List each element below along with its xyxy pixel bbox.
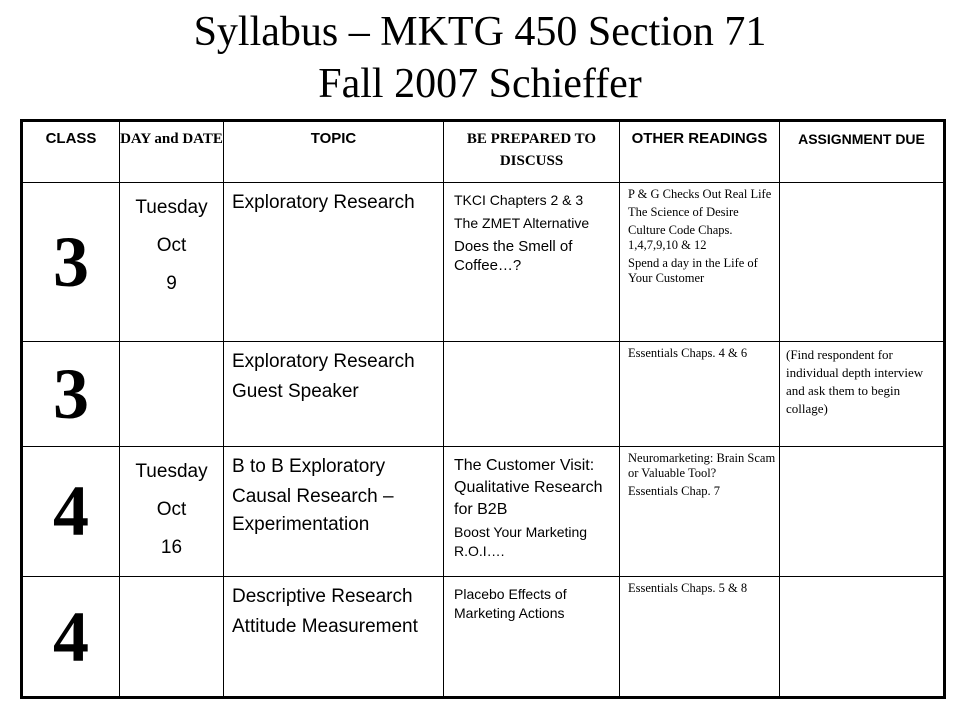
other-readings-cell bbox=[620, 342, 780, 447]
reading-item: Essentials Chaps. 4 & 6 bbox=[628, 346, 748, 361]
prepare-cell bbox=[444, 577, 620, 698]
assignment-cell: (Find respondent for individual depth interview and ask them to begin collage) bbox=[780, 342, 945, 447]
topic-item: Attitude Measurement bbox=[232, 616, 418, 638]
class-number: 4 bbox=[22, 446, 120, 577]
topic-cell bbox=[224, 446, 444, 577]
topic-cell bbox=[224, 577, 444, 698]
assignment-cell bbox=[780, 577, 945, 698]
table-row bbox=[22, 342, 945, 447]
topic-cell bbox=[224, 342, 444, 447]
page-title bbox=[0, 6, 960, 110]
day-date-cell bbox=[120, 577, 224, 698]
reading-item: Spend a day in the Life of Your Customer bbox=[628, 256, 758, 286]
header-other-readings: OTHER READINGS bbox=[620, 121, 780, 183]
prepare-item: The ZMET Alternative bbox=[454, 215, 590, 232]
assignment-cell bbox=[780, 446, 945, 577]
header-row bbox=[22, 121, 945, 183]
reading-item: Essentials Chap. 7 bbox=[628, 483, 721, 498]
title-line-2: Fall 2007 Schieffer bbox=[318, 61, 642, 107]
topic-item: Guest Speaker bbox=[232, 381, 359, 403]
table-row bbox=[22, 577, 945, 698]
header-prepared: BE PREPARED TO DISCUSS bbox=[444, 121, 620, 183]
syllabus-table bbox=[20, 119, 946, 699]
prepare-item: The Customer Visit: Qualitative Research for B2B bbox=[454, 456, 603, 518]
header-day-date: DAY and DATE bbox=[120, 121, 224, 183]
prepare-cell bbox=[444, 183, 620, 342]
reading-item: The Science of Desire bbox=[628, 205, 739, 220]
prepare-cell bbox=[444, 446, 620, 577]
topic-cell bbox=[224, 183, 444, 342]
reading-item: Culture Code Chaps. 1,4,7,9,10 & 12 bbox=[628, 223, 733, 253]
prepare-item: Placebo Effects of Marketing Actions bbox=[454, 586, 567, 622]
header-assignment: ASSIGNMENT DUE bbox=[780, 121, 945, 183]
date-label: 16 bbox=[160, 536, 183, 558]
reading-item: Essentials Chaps. 5 & 8 bbox=[628, 581, 748, 596]
topic-item: Exploratory Research bbox=[232, 351, 415, 373]
table-row bbox=[22, 446, 945, 577]
class-number: 3 bbox=[22, 183, 120, 342]
month-label: Oct bbox=[156, 498, 187, 520]
day-date-cell bbox=[120, 342, 224, 447]
assignment-cell bbox=[780, 183, 945, 342]
prepare-cell bbox=[444, 342, 620, 447]
day-label: Tuesday bbox=[135, 197, 208, 219]
day-date-cell bbox=[120, 183, 224, 342]
day-date-cell bbox=[120, 446, 224, 577]
prepare-item: Boost Your Marketing R.O.I…. bbox=[454, 523, 588, 559]
day-label: Tuesday bbox=[135, 460, 208, 482]
header-class: CLASS bbox=[22, 121, 120, 183]
title-line-1: Syllabus – MKTG 450 Section 71 bbox=[193, 9, 767, 55]
reading-item: P & G Checks Out Real Life bbox=[628, 187, 772, 202]
topic-item: Exploratory Research bbox=[232, 192, 415, 214]
prepare-item: TKCI Chapters 2 & 3 bbox=[454, 192, 584, 209]
topic-item: B to B Exploratory bbox=[232, 455, 386, 477]
header-topic: TOPIC bbox=[224, 121, 444, 183]
other-readings-cell bbox=[620, 183, 780, 342]
date-label: 9 bbox=[166, 273, 177, 295]
table-row bbox=[22, 183, 945, 342]
prepare-item: Does the Smell of Coffee…? bbox=[454, 238, 573, 275]
class-number: 4 bbox=[22, 577, 120, 698]
topic-item: Descriptive Research bbox=[232, 586, 413, 608]
other-readings-cell bbox=[620, 446, 780, 577]
reading-item: Neuromarketing: Brain Scam or Valuable Tool? bbox=[628, 450, 776, 480]
month-label: Oct bbox=[156, 235, 187, 257]
class-number: 3 bbox=[22, 342, 120, 447]
topic-item: Causal Research – Experimentation bbox=[232, 485, 394, 535]
other-readings-cell bbox=[620, 577, 780, 698]
